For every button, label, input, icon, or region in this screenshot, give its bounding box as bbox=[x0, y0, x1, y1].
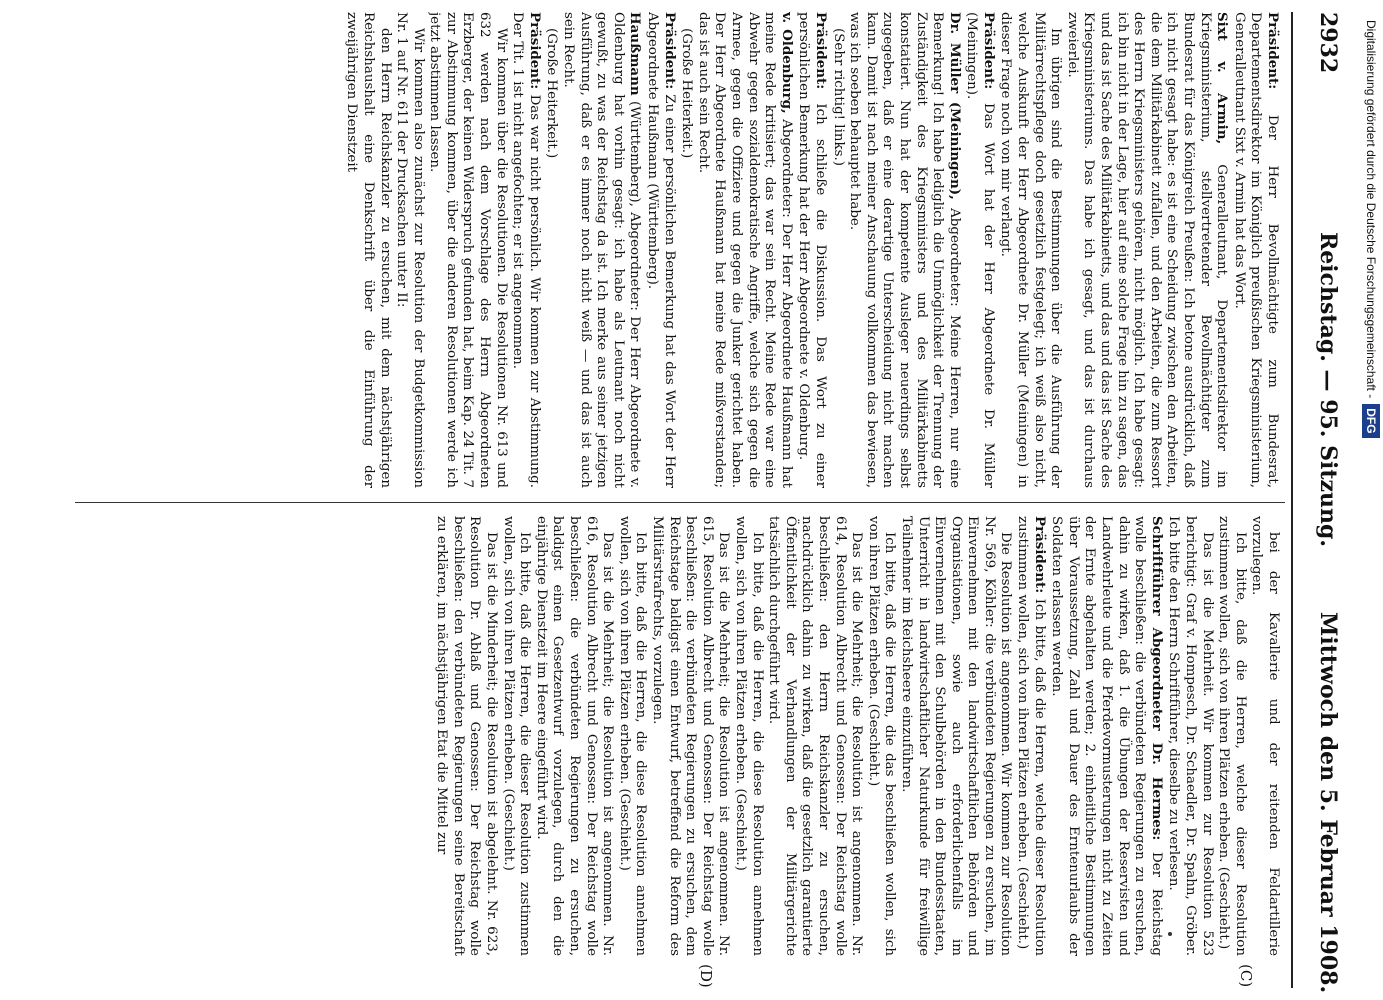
paragraph bbox=[1014, 516, 1048, 956]
paragraph bbox=[795, 12, 829, 488]
paragraph-text: Ich bitte, daß die Herren, die das beschließen wollen, sich von ihren Plätzen erheben. (Geschieht.) bbox=[865, 516, 898, 956]
paragraph bbox=[897, 516, 1013, 956]
paragraph-text: Die Resolution ist angenommen. Wir kommen zur Resolution Nr. 569, Köhler: die verbündeten Regierungen zu ersuchen, im Einvernehmen mit den landwirtschaftlichen Behörden und Organisationen, sowie auch erforderlichenfalls im Einvernehmen mit den Schulbehörden in den Bundesstaaten, Unterricht in landwirtschaftlicher Naturkunde für freiwillige Teilnehmer im Reichsheere einzuführen. bbox=[898, 516, 1014, 956]
header-rule bbox=[1291, 12, 1293, 988]
paragraph-text: Ich schließe die Diskussion. Das Wort zu einer persönlichen Bemerkung hat der Herr Abgeordnete v. Oldenburg. bbox=[796, 12, 828, 488]
speaker-label: Schriftführer Abgeordneter Dr. Hermes: bbox=[1148, 516, 1165, 841]
paragraph-text: Im übrigen sind die Bestimmungen über die Ausführung der Militärrechtspflege doch gesetzlich festgelegt; ich weiß also nicht, welche Auskunft der Herr Abgeordnete Dr. Müller (Meiningen) in dieser Frage noch von mir verlangt. bbox=[998, 12, 1064, 488]
credit-text: Digitalisierung gefördert durch die Deutsche Forschungsgemeinschaft - bbox=[1364, 20, 1378, 399]
paragraph bbox=[615, 516, 648, 956]
paragraph bbox=[509, 12, 543, 488]
paragraph bbox=[532, 516, 615, 956]
paragraph-text: Zu einer persönlichen Bemerkung hat das Wort der Herr Abgeordnete Haußmann (Württemberg). bbox=[645, 12, 677, 488]
right-column bbox=[81, 516, 1281, 956]
paragraph bbox=[963, 12, 997, 488]
paragraph bbox=[1165, 516, 1215, 956]
paragraph bbox=[846, 12, 963, 488]
paragraph-text: (Sehr richtig! links.) bbox=[830, 28, 846, 166]
left-column bbox=[81, 12, 1281, 488]
paragraph bbox=[829, 12, 846, 488]
paragraph-text: Wir kommen über die Resolutionen. Die Resolutionen Nr. 613 und 632 werden nach dem Vorschlage des Herrn Abgeordneten Erzberger, der keinen Widerspruch gefunden hat, beim Kap. 24 Tit. 7 zur Abstimmung kommen, über die anderen Resolutionen werde ich jetzt abstimmen lassen. bbox=[427, 12, 509, 488]
paragraph bbox=[343, 12, 393, 488]
speaker-label: Dr. Müller (Meiningen), bbox=[946, 12, 963, 200]
paragraph bbox=[499, 516, 532, 956]
paragraph-text: Abgeordneter: Meine Herren, nur eine Bemerkung! Ich habe lediglich die Unmöglichkeit der Trennung der Zuständigkeit des Kriegsministers und des Militärkabinetts konstatiert. Nun hat der kompetente Ausleger neuerdings selbst zugegeben, daß er eine derartige Unterscheidung nicht machen kann. Damit ist nach meiner Anschauung vollkommen das bewiesen, was ich soeben behauptet habe. bbox=[847, 12, 962, 488]
paragraph-text: Ich bitte, daß die Herren, die dieser Resolution zustimmen wollen, sich von ihren Plätzen erheben. (Geschieht.) bbox=[500, 516, 533, 956]
paragraph bbox=[731, 516, 764, 956]
paragraph-text: Das war nicht persönlich. Wir kommen zur Abstimmung. Der Tit. 1 ist nicht angefochten; er ist angenommen. bbox=[510, 12, 542, 488]
paragraph-text: (Große Heiterkeit.) bbox=[679, 28, 695, 159]
paragraph-text: Das Wort hat der Herr Abgeordnete Dr. Müller (Meiningen). bbox=[964, 12, 996, 488]
margin-marker-d: (D) bbox=[697, 964, 715, 988]
paragraph-text: Ich bitte, daß die Herren, welche dieser Resolution zustimmen wollen, sich von ihren Plätzen erheben. (Geschieht.) bbox=[1216, 516, 1248, 956]
paragraph-text: Das ist die Minderheit; die Resolution ist abgelehnt. Nr. 623, Resolution Dr. Ablaß und Genossen: Der Reichstag wolle beschließen: den verbündeten Regierungen seine Bereitschaft zu erklären, im nächstjährigen Etat die Mittel zur bbox=[434, 516, 500, 956]
paragraph-text: Ich bitte, daß die Herren, die diese Resolution annehmen wollen, sich von ihren Plätzen erheben. (Geschieht.) bbox=[733, 516, 765, 956]
speaker-label: Präsident: bbox=[1265, 12, 1281, 90]
dfg-logo: DFG bbox=[1362, 404, 1380, 437]
speck bbox=[1168, 932, 1172, 936]
paragraph-text: Das ist die Mehrheit; die Resolution ist angenommen. Nr. 616, Resolution Albrecht und Genossen: Der Reichstag wolle beschließen: die verbündeten Regierungen zu ersuchen, baldigst einen Gesetzentwurf vorzulegen, durch den die einjährige Dienstzeit im Heere eingeführt wird. bbox=[533, 516, 616, 956]
paragraph bbox=[694, 12, 795, 488]
speaker-label: Haußmann bbox=[627, 12, 644, 96]
paragraph-text: Der Reichstag wolle beschließen: die verbündeten Regierungen zu ersuchen, dahin zu wirken, daß 1. die Übungen der Reservisten und Landwehrleute und die Pferdevormusterungen nicht zu Zeiten der Ernte abgehalten werden; 2. einheitliche Bestimmungen über Voraussetzung, Zahl und Dauer des Erntenurlaubs der Soldaten erlassen werden. bbox=[1049, 516, 1164, 956]
paragraph bbox=[1248, 516, 1281, 956]
speaker-label: Präsident: bbox=[661, 12, 678, 90]
speaker-label: Präsident: bbox=[980, 12, 997, 90]
column-divider bbox=[75, 502, 1285, 503]
paragraph-text: (Württemberg), Abgeordneter: Der Herr Abgeordnete v. Oldenburg hat vorhin gesagt: ich habe als Leutnant noch nicht gewußt, zu was der Reichstag da ist. Ich merke aus seiner jetzigen Ausführung, daß er es immer noch nicht weiß — und das ist auch sein Recht. bbox=[561, 12, 643, 488]
paragraph bbox=[678, 12, 695, 488]
speaker-label: Sixt v. Armin, bbox=[1214, 12, 1231, 145]
paragraph bbox=[643, 12, 677, 488]
speaker-label: Präsident: bbox=[526, 12, 543, 90]
paragraph-text: Wir kommen also zunächst zur Resolution der Budgetkommission Nr. 1 auf Nr. 611 der Drucksachen unter II: bbox=[394, 12, 426, 488]
paragraph bbox=[1048, 516, 1165, 956]
paragraph bbox=[765, 516, 865, 956]
paragraph-text: bei der Kavallerie und der reitenden Feldartillerie vorzulegen. bbox=[1249, 516, 1281, 956]
paragraph bbox=[426, 12, 509, 488]
page-number: 2932 bbox=[1315, 12, 1341, 74]
paragraph-text: den Herrn Reichskanzler zu ersuchen, mit dem nächstjährigen Reichshaushalt eine Denkschrift über die Einführung der zweijährigen Dienstzeit bbox=[344, 12, 393, 488]
paragraph-text: Ich bitte, daß die Herren, welche dieser Resolution zustimmen wollen, sich von ihren Plätzen erheben. (Geschieht.) bbox=[1015, 516, 1047, 956]
paragraph bbox=[648, 516, 731, 956]
speaker-label: Präsident: bbox=[1031, 516, 1048, 594]
header-date: Mittwoch den 5. Februar 1908. bbox=[1315, 612, 1341, 994]
paragraph-text: Das ist die Mehrheit; die Resolution ist angenommen. Nr. 614, Resolution Albrecht und Genossen: Der Reichstag wolle beschließen: den Herrn Reichskanzler zu ersuchen, nachdrücklich dahin zu wirken, daß die gesetzlich garantierte Öffentlichkeit der Verhandlungen der Militärgerichte tatsächlich durchgeführt wird. bbox=[766, 516, 865, 956]
paragraph bbox=[1063, 12, 1230, 488]
paragraph bbox=[1230, 12, 1281, 488]
speaker-label: Präsident: bbox=[812, 12, 829, 90]
digitization-credit bbox=[1360, 20, 1382, 980]
paragraph bbox=[1215, 516, 1248, 956]
paragraph-text: Ich bitte, daß die Herren, die diese Resolution annehmen wollen, sich von ihren Plätzen erheben. (Geschieht.) bbox=[616, 516, 649, 956]
header-center: Reichstag. — 95. Sitzung. bbox=[1315, 232, 1341, 548]
paragraph-text: Generalleutnant, Departementsdirektor im Kriegsministerium, stellvertretender Bevollmächtigter zum Bundesrat für das Königreich Preußen: Ich betone ausdrücklich, daß ich nicht gesagt habe: es ist eine Scheidung zwischen den Arbeiten, die dem Militärkabinett zufallen, und den Arbeiten, die zum Ressort des Herrn Kriegsministers gehören, nicht möglich. Ich habe gesagt: ich bin nicht in der Lage, hier auf eine solche Frage hin zu sagen, das und das ist Sache des Militärkabinetts, und das und das ist Sache des Kriegsministeriums. Das habe ich gesagt, und das ist durchaus zweierlei. bbox=[1064, 12, 1230, 488]
paragraph bbox=[543, 12, 560, 488]
paragraph bbox=[864, 516, 897, 956]
paragraph-text: Der Herr Bevollmächtigte zum Bundesrat, Departementsdirektor im Königlich preußischen Kriegsministerium, Generalleutnant Sixt v. Armin hat das Wort. bbox=[1231, 12, 1280, 488]
paragraph-text: Das ist die Mehrheit. Wir kommen zur Resolution 523 berichtigt: Graf v. Hompesch, Dr. Schaedler, Dr. Spahn, Gröber. Ich bitte den Herrn Schriftführer, dieselbe zu verlesen. bbox=[1166, 516, 1215, 956]
running-header bbox=[1295, 12, 1355, 994]
margin-marker-c: (C) bbox=[1237, 964, 1255, 988]
paragraph-text: Abgeordneter: Der Herr Abgeordnete Haußmann hat meine Rede kritisiert; das war sein Recht. Meine Rede war eine Abwehr gegen sozialdemokratische Angriffe, welche sich gegen die Armee, gegen die Offiziere und gegen die Junker gerichtet haben. Der Herr Abgeordnete Haußmann hat meine Rede mißverstanden; das ist auch sein Recht. bbox=[695, 12, 794, 488]
paragraph bbox=[393, 12, 426, 488]
rotated-page bbox=[65, 12, 1355, 994]
paragraph bbox=[997, 12, 1063, 488]
paragraph bbox=[559, 12, 643, 488]
speaker-label: v. Oldenburg, bbox=[778, 12, 795, 114]
paragraph-text: Das ist die Mehrheit; die Resolution ist angenommen. Nr. 615, Resolution Albrecht und Genossen: Der Reichstag wolle beschließen: die verbündeten Regierungen zu ersuchen, dem Reichstage baldigst einen Entwurf, betreffend die Reform des Militärstrafrechts, vorzulegen. bbox=[650, 516, 732, 956]
paragraph-text: (Große Heiterkeit.) bbox=[544, 28, 560, 159]
paragraph bbox=[433, 516, 499, 956]
